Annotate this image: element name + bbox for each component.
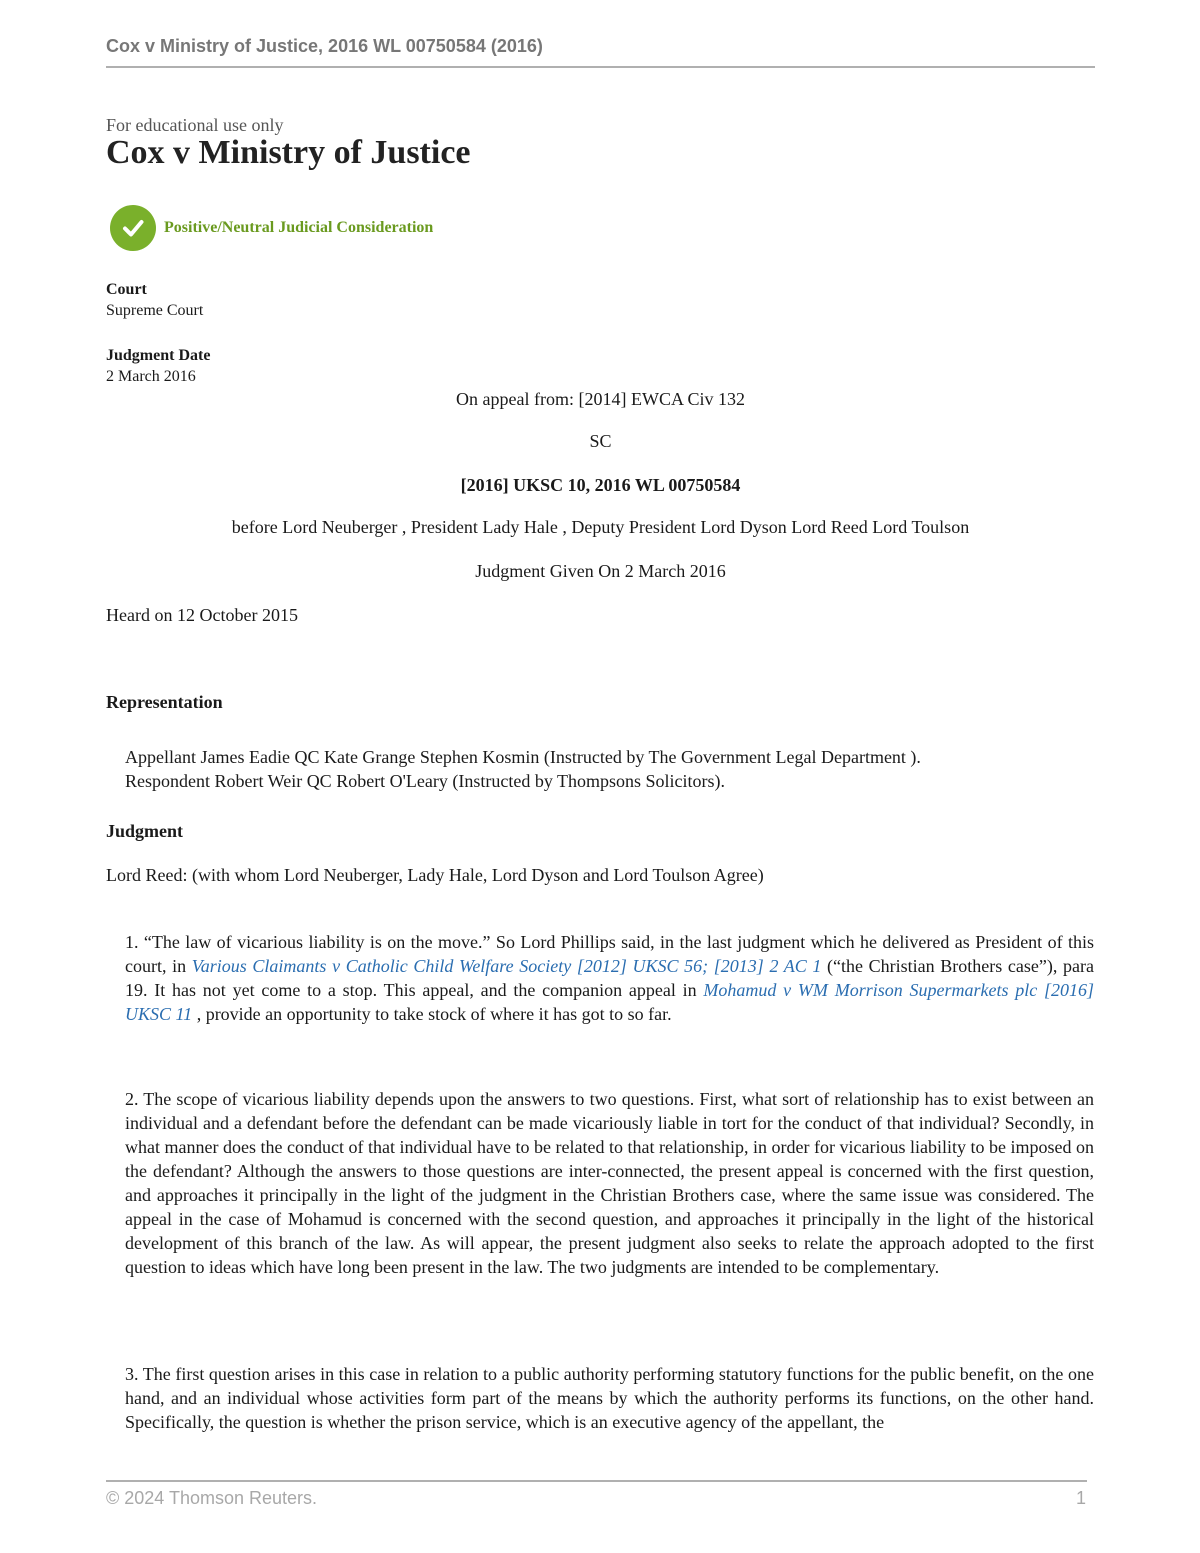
court-value: Supreme Court: [106, 302, 204, 319]
respondent-counsel: Respondent Robert Weir QC Robert O'Leary (Instructed by Thompsons Solicitors).: [125, 771, 726, 791]
paragraph-1-text-b: (“the Christian Brothers case”), para 19. It has not yet come to a stop. This appeal, and the companion appeal in: [125, 956, 1094, 1000]
educational-use-note: For educational use only: [106, 115, 284, 135]
paragraph-1-text-a: 1. “The law of vicarious liability is on the move.” So Lord Phillips said, in the last judgment which he delivered as President of this court, in: [125, 932, 1094, 976]
heard-date: Heard on 12 October 2015: [106, 605, 298, 625]
paragraph-3: 3. The first question arises in this case in relation to a public authority performing statutory functions for the public benefit, on the one hand, and an individual whose activities form part of the means by which the authority performs its functions, on the other hand. Specifically, the question is whether the prison service, which is an executive agency of the appellant, the: [125, 1364, 1094, 1432]
checkmark-glyph: [120, 215, 146, 241]
appellant-counsel: Appellant James Eadie QC Kate Grange Stephen Kosmin (Instructed by The Government Legal Department ).: [125, 747, 921, 767]
judgment-intro: Lord Reed: (with whom Lord Neuberger, Lady Hale, Lord Dyson and Lord Toulson Agree): [106, 865, 764, 885]
neutral-citation: [2016] UKSC 10, 2016 WL 00750584: [460, 475, 741, 495]
representation-block: [125, 745, 921, 793]
appeal-from: On appeal from: [2014] EWCA Civ 132: [456, 389, 745, 409]
footer-divider: [106, 1480, 1087, 1482]
paragraph-1: [125, 930, 1094, 1026]
judicial-treatment-flag[interactable]: [110, 205, 433, 251]
footer-copyright: © 2024 Thomson Reuters.: [106, 1488, 318, 1508]
judgment-date-label: Judgment Date: [106, 347, 211, 364]
judgment-given-date: Judgment Given On 2 March 2016: [475, 561, 726, 581]
paragraph-2: 2. The scope of vicarious liability depends upon the answers to two questions. First, what sort of relationship has to exist between an individual and a defendant before the defendant can be made vicariously liable in tort for the conduct of that individual? Secondly, in what manner does the conduct of that individual have to be related to that relationship, in order for vicarious liability to be imposed on the defendant? Although the answers to those questions are inter-connected, the present appeal is concerned with the first question, and approaches it principally in the light of the judgment in the Christian Brothers case, where the same issue was considered. The appeal in the case of Mohamud is concerned with the second question, and approaches it principally in the light of the historical development of this branch of the law. As will appear, the present judgment also seeks to relate the approach adopted to the first question to ideas which have long been present in the law. The two judgments are intended to be complementary.: [125, 1089, 1094, 1277]
paragraph-1-text-c: , provide an opportunity to take stock of where it has got to so far.: [192, 1004, 672, 1024]
court-label: Court: [106, 281, 147, 298]
case-title: Cox v Ministry of Justice: [106, 134, 471, 171]
judicial-treatment-label: Positive/Neutral Judicial Consideration: [164, 219, 434, 236]
representation-heading: Representation: [106, 692, 223, 712]
running-header: Cox v Ministry of Justice, 2016 WL 00750584 (2016): [106, 36, 543, 56]
citation-link-christian-brothers[interactable]: Various Claimants v Catholic Child Welfare Society [2012] UKSC 56; [2013] 2 AC 1: [191, 956, 822, 976]
citation-link-mohamud[interactable]: Mohamud v WM Morrison Supermarkets plc [2016] UKSC 11: [125, 980, 1095, 1024]
header-divider: [106, 66, 1095, 68]
judgment-date-value: 2 March 2016: [106, 368, 196, 385]
bench-list: before Lord Neuberger , President Lady Hale , Deputy President Lord Dyson Lord Reed Lord Toulson: [231, 517, 970, 537]
footer-page-number: 1: [1076, 1488, 1087, 1508]
court-abbreviation: SC: [589, 431, 612, 451]
judgment-heading: Judgment: [106, 821, 184, 841]
checkmark-circle-icon: [110, 205, 156, 251]
